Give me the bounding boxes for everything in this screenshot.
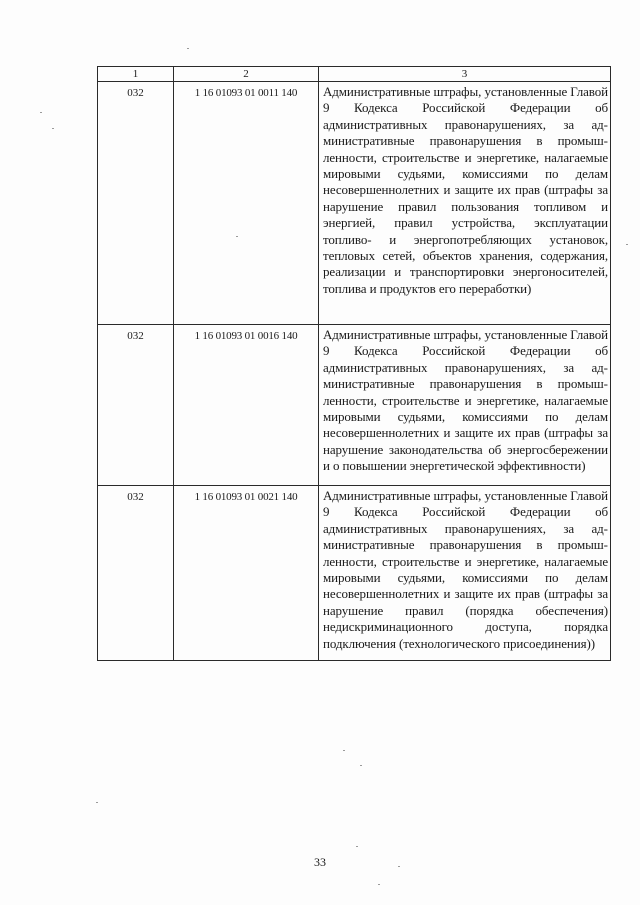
scan-speck: [360, 765, 362, 766]
scan-speck: [356, 846, 358, 847]
scan-speck: [187, 48, 189, 49]
column-header-3: 3: [319, 67, 611, 82]
kbk-code-cell: 1 16 01093 01 0011 140: [174, 82, 319, 325]
table-row: [98, 82, 611, 325]
scan-speck: [52, 128, 54, 129]
scan-speck: [398, 866, 400, 867]
description-text: Административные штрафы, установленные Главой 9 Кодекса Российской Федерации об административных правонарушениях, за административные правонарушения в промышленности, строительстве и энергетике, налагаемые мировыми судьями, комиссиями по делам несовершеннолетних и защите их прав (штрафы за нарушение правил (порядка обеспечения) недискриминационного доступа, порядка подключения (технологического присоединения)): [323, 488, 608, 651]
admin-code-cell: 032: [98, 325, 174, 486]
column-header-2: 2: [174, 67, 319, 82]
admin-code-cell: 032: [98, 82, 174, 325]
description-text: Административные штрафы, установленные Главой 9 Кодекса Российской Федерации об административных правонарушениях, за административные правонарушения в промышленности, строительстве и энергетике, налагаемые мировыми судьями, комиссиями по делам несовершеннолетних и защите их прав (штрафы за нарушение законодательства об энергосбережении и о повышении энергетической эффективности): [323, 327, 608, 474]
kbk-code-cell: 1 16 01093 01 0021 140: [174, 486, 319, 661]
table-row: [98, 325, 611, 486]
kbk-code-cell: 1 16 01093 01 0016 140: [174, 325, 319, 486]
admin-code-cell: 032: [98, 486, 174, 661]
scan-speck: [236, 236, 238, 237]
table-row: [98, 486, 611, 661]
table-header-row: [98, 67, 611, 82]
scan-speck: [378, 884, 380, 885]
description-cell: [319, 325, 611, 486]
scan-speck: [343, 750, 345, 751]
description-text: Административные штрафы, установленные Главой 9 Кодекса Российской Федерации об административных правонарушениях, за административные правонарушения в промышленности, строительстве и энергетике, налагаемые мировыми судьями, комиссиями по делам несовершеннолетних и защите их прав (штрафы за нарушение правил пользования топливом и энергией, правил устройства, эксплуатации топливо- и энергопотребляющих установок, тепловых сетей, объектов хранения, содержания, реализации и транспортировки энергоносителей, топлива и продуктов его переработки): [323, 84, 608, 296]
description-cell: [319, 82, 611, 325]
scan-speck: [40, 112, 42, 113]
scan-speck: [626, 244, 628, 245]
description-cell: [319, 486, 611, 661]
budget-codes-table: [97, 66, 611, 661]
column-header-1: 1: [98, 67, 174, 82]
scan-speck: [96, 802, 98, 803]
page-number: 33: [314, 855, 326, 869]
